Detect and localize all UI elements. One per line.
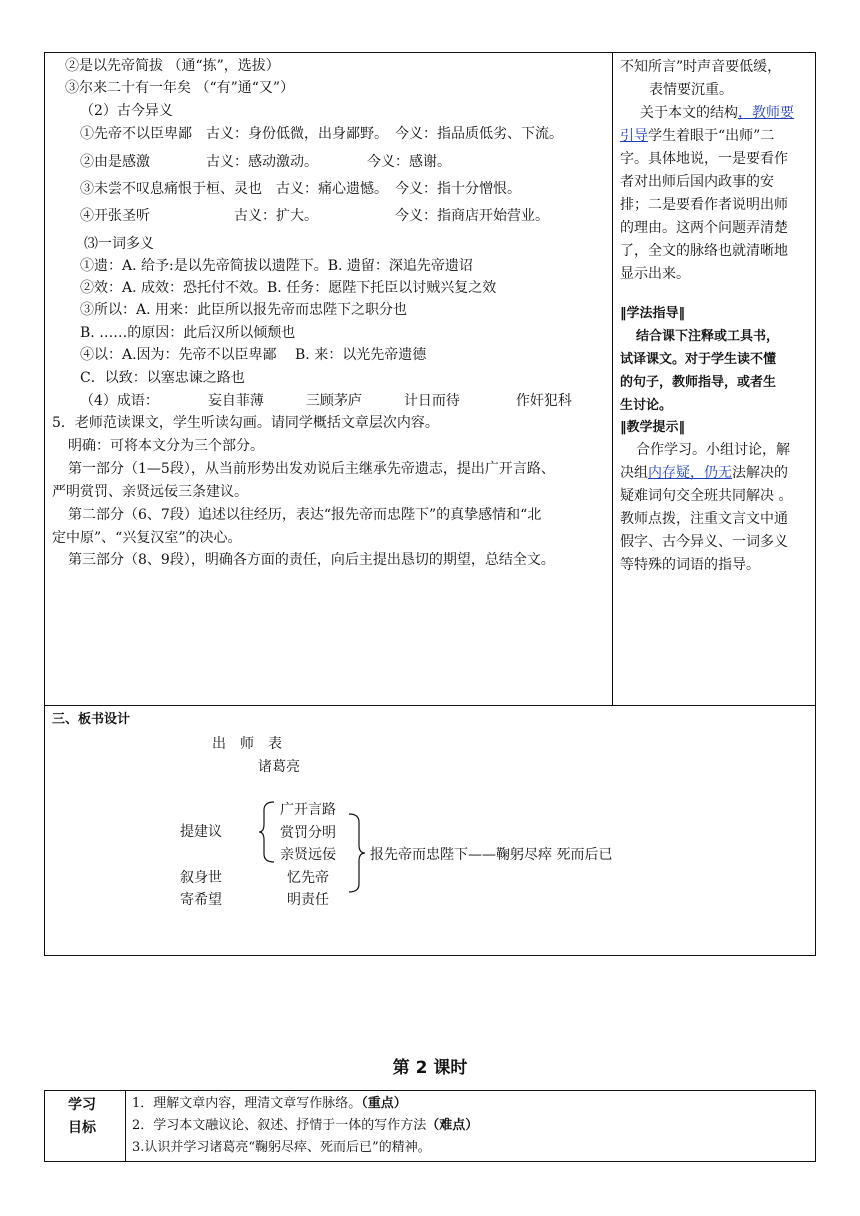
- section-heading: 三、板书设计: [52, 712, 131, 727]
- text-line: ③尔来二十有一年矣 （“有”通“又”）: [65, 80, 295, 96]
- text-line: 不知所言”时声音要低缓，: [620, 59, 782, 75]
- goal-text: 2．学习本文融议论、叙述、抒情于一体的写作方法: [132, 1118, 427, 1133]
- column-divider: [612, 52, 613, 706]
- board-label: 提建议: [180, 824, 222, 840]
- board-title: 出 师 表: [212, 736, 282, 752]
- text-line: ②由是感激 古义：感动激动。 今义：感谢。: [80, 154, 451, 170]
- text-line: 第三部分（8、9段），明确各方面的责任，向后主提出恳切的期望，总结全文。: [68, 552, 555, 568]
- text-line: 严明赏罚、亲贤远佞三条建议。: [52, 484, 248, 500]
- board-label: 叙身世: [180, 870, 222, 886]
- goals-divider: [125, 1090, 126, 1162]
- text-line: （4）成语： 妄自菲薄 三顾茅庐 计日而待 作奸犯科: [80, 393, 572, 409]
- text-line: 显示出来。: [620, 266, 690, 282]
- text-line: ④以：A.因为：先帝不以臣卑鄙 B. 来：以光先帝遗德: [80, 347, 427, 363]
- text-line: ①先帝不以臣卑鄙 古义：身份低微，出身鄙野。 今义：指品质低劣、下流。: [80, 126, 563, 142]
- lesson-title: 第 2 课时: [392, 1058, 468, 1078]
- text-line: 生讨论。: [620, 398, 673, 413]
- board-item: 赏罚分明: [280, 825, 336, 841]
- text-line: 定中原”、“兴复汉室”的决心。: [52, 530, 242, 546]
- section-title: ‖学法指导‖: [620, 306, 686, 321]
- text-line: ④开张圣听 古义：扩大。 今义：指商店开始营业。: [80, 208, 549, 224]
- text-line: B. ……的原因：此后汉所以倾颓也: [80, 325, 296, 341]
- text-line: ③未尝不叹息痛恨于桓、灵也 古义：痛心遗憾。 今义：指十分憎恨。: [80, 181, 521, 197]
- text-line: 第二部分（6、7段）追述以往经历，表达“报先帝而忠陛下”的真挚感情和“北: [68, 507, 542, 523]
- text-span: 决组: [620, 465, 648, 481]
- board-item: 忆先帝: [287, 870, 329, 886]
- text-span: 法解决的: [732, 465, 788, 481]
- board-item: 亲贤远佞: [280, 847, 336, 863]
- goals-label: 学习: [68, 1097, 96, 1113]
- text-line: ②是以先帝简拔 （通“拣”，选拔）: [65, 58, 280, 74]
- text-span: 关于本文的结构: [640, 105, 738, 121]
- goal-tag: （重点）: [361, 1096, 407, 1111]
- goal-text: 1．理解文章内容，理清文章写作脉络。: [132, 1096, 362, 1111]
- left-brace-icon: [256, 800, 278, 864]
- board-label: 寄希望: [180, 892, 222, 908]
- text-line: ②效：A. 成效：恐托付不效。B. 任务：愿陛下托臣以讨贼兴复之效: [80, 280, 497, 296]
- text-span: 学生着眼于“出师”二: [648, 128, 775, 144]
- right-brace-icon: [346, 812, 368, 894]
- text-line: 字。具体地说，一是要看作: [620, 151, 788, 167]
- goal-item: [132, 1115, 478, 1137]
- text-line: ⑶一词多义: [84, 236, 154, 252]
- text-line: 第一部分（1—5段），从当前形势出发劝说后主继承先帝遗志，提出广开言路、: [68, 461, 555, 477]
- text-line: 者对出师后国内政事的安: [620, 174, 774, 190]
- section-title: ‖教学提示‖: [620, 420, 686, 435]
- text-line: 试译课文。对于学生读不懂: [620, 352, 777, 367]
- text-line: 5．老师范读课文，学生听读勾画。请同学概括文章层次内容。: [52, 415, 439, 431]
- text-line: 了，全文的脉络也就清晰地: [620, 243, 788, 259]
- board-author: 诸葛亮: [258, 759, 300, 775]
- text-line: 假字、古今异义、一词多义: [620, 534, 788, 550]
- text-line: 合作学习。小组讨论，解: [636, 442, 790, 458]
- text-line: 等特殊的词语的指导。: [620, 557, 760, 573]
- text-line: （2）古今异义: [80, 103, 173, 119]
- board-item: 广开言路: [280, 802, 336, 818]
- goal-tag: （难点）: [426, 1118, 479, 1133]
- text-line: ③所以：A. 用来：此臣所以报先帝而忠陛下之职分也: [80, 302, 408, 318]
- inline-link[interactable]: 引导: [620, 128, 648, 144]
- text-line: 结合课下注释或工具书，: [636, 329, 780, 344]
- text-line: [640, 102, 794, 125]
- inline-link[interactable]: ，教师要: [738, 105, 794, 121]
- text-line: 教师点拨，注重文言文中通: [620, 511, 788, 527]
- board-conclusion: 报先帝而忠陛下——鞠躬尽瘁 死而后已: [370, 847, 613, 863]
- section-divider: [44, 705, 816, 706]
- goals-label: 目标: [68, 1120, 96, 1136]
- board-item: 明责任: [287, 892, 329, 908]
- text-line: 明确：可将本文分为三个部分。: [68, 438, 264, 454]
- goal-item: 3.认识并学习诸葛亮“鞠躬尽瘁、死而后已”的精神。: [132, 1140, 431, 1155]
- text-line: C．以致：以塞忠谏之路也: [80, 370, 245, 386]
- text-line: ①遗：A. 给予:是以先帝简拔以遗陛下。B. 遗留：深追先帝遗诏: [80, 258, 473, 274]
- text-line: 的理由。这两个问题弄清楚: [620, 220, 788, 236]
- text-line: [620, 125, 774, 148]
- inline-link[interactable]: 内存疑，仍无: [648, 465, 732, 481]
- text-line: 排；二是要看作者说明出师: [620, 197, 788, 213]
- goal-item: [132, 1093, 407, 1115]
- text-line: 疑难词句交全班共同解决 。: [620, 488, 793, 504]
- text-line: [620, 462, 788, 485]
- text-line: 的句子，教师指导，或者生: [620, 375, 777, 390]
- text-line: 表情要沉重。: [649, 82, 733, 98]
